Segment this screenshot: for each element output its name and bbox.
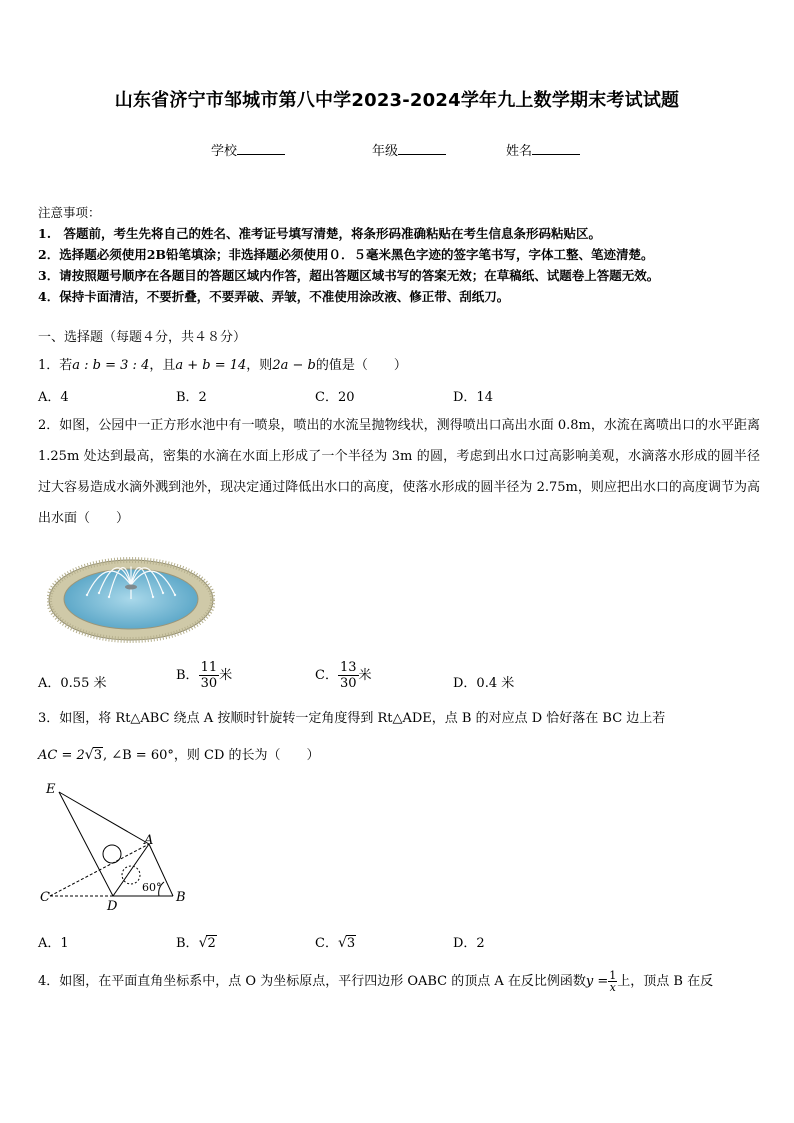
question-3-line-2: AC = 2√3, ∠B = 60°，则 CD 的长为（ ）	[38, 747, 320, 763]
q3-choice-c: C．√3	[315, 935, 356, 951]
q1-ratio: a : b = 3 : 4	[72, 358, 150, 373]
q2-choice-b-unit: 米	[219, 668, 233, 683]
fraction-numerator: 11	[200, 660, 218, 675]
grade-blank	[398, 143, 446, 155]
q1-sum: a + b = 14	[175, 358, 247, 373]
q2-choice-b-label: B．	[176, 668, 199, 683]
q4-function-fraction	[608, 970, 617, 993]
notes-heading: 注意事项：	[38, 205, 101, 220]
q3-choice-c-label: C．	[315, 936, 338, 951]
q3-choice-a: A．1	[38, 936, 69, 951]
fraction-numerator: 13	[339, 660, 357, 675]
q1-choice-b: B．2	[176, 390, 207, 405]
q3-ac-expression: AC = 2	[38, 748, 85, 763]
fraction-numerator: 1	[609, 969, 617, 982]
section-heading: 一、选择题（每题４分，共４８分）	[38, 330, 247, 345]
q2-choice-d: D．0.4 米	[453, 676, 515, 691]
q2-choice-c-label: C．	[315, 668, 338, 683]
q2-choice-c-fraction	[338, 660, 359, 691]
q1-mid: ，且	[149, 358, 176, 373]
q2-choice-c	[315, 660, 372, 691]
q1-mid2: ，则	[246, 358, 273, 373]
q2-choice-a: A．0.55 米	[38, 676, 107, 691]
q1-choice-a: A．4	[38, 390, 69, 405]
q1-expression: 2a − b	[272, 358, 316, 373]
fraction-denominator: 30	[200, 676, 218, 691]
q3-line2-tail: , ∠B = 60°，则 CD 的长为（ ）	[102, 748, 320, 763]
q1-suffix: 的值是（ ）	[315, 358, 407, 373]
vertex-label-c: C	[40, 890, 50, 905]
q4-text-end: 上，顶点 B 在反	[617, 974, 714, 989]
q4-text-start: 4．如图，在平面直角坐标系中，点 O 为坐标原点，平行四边形 OABC 的顶点 A 在反比例函数	[38, 974, 586, 989]
question-2: 2．如图，公园中一正方形水池中有一喷泉，喷出的水流呈抛物线状，测得喷出口高出水面 0.8m，水流在离喷出口的水平距离 1.25m 处达到最高，密集的水滴在水面上形成了一个半径为 3m 的圆，考虑到出水口过高影响美观，水滴落水形成的圆半径过大容易造成水滴外溅到池外，现决定通过降低出水口的高度，使落水形成的圆半径为 2.75m，则应把出水口的高度调节为高出水面（ ）	[38, 418, 760, 526]
fraction-denominator: x	[609, 981, 616, 994]
notes-block	[38, 202, 659, 307]
q3-choice-b-label: B．	[176, 936, 199, 951]
angle-label: 60°	[142, 881, 162, 894]
q1-choice-c: C．20	[315, 390, 355, 405]
q2-choice-c-unit: 米	[358, 668, 372, 683]
note-item: 1. 答题前，考生先将自己的姓名、准考证号填写清楚，将条形码准确粘贴在考生信息条形码粘贴区。	[38, 226, 602, 241]
q3-choice-b-radicand: 2	[207, 936, 216, 951]
triangle-rotation-figure	[38, 778, 198, 914]
q4-function-y: y =	[585, 974, 609, 989]
grade-label: 年级	[372, 144, 399, 159]
vertex-label-a: A	[144, 833, 154, 848]
vertex-label-d: D	[107, 899, 118, 914]
name-field	[506, 140, 580, 159]
fountain-image	[47, 545, 215, 645]
school-field	[211, 140, 285, 159]
name-blank	[532, 143, 580, 155]
fraction-denominator: 30	[339, 676, 357, 691]
q2-choice-b-fraction	[199, 660, 220, 691]
question-1	[38, 354, 407, 373]
name-label: 姓名	[506, 144, 533, 159]
q1-prefix: 1．若	[38, 358, 73, 373]
q3-choice-d: D．2	[453, 936, 485, 951]
q3-choice-b: B．√2	[176, 935, 216, 951]
q3-choice-c-radicand: 3	[346, 936, 356, 951]
vertex-label-b: B	[176, 890, 186, 905]
question-4	[38, 970, 713, 993]
note-item: 3．请按照题号顺序在各题目的答题区域内作答，超出答题区域书写的答案无效；在草稿纸、试题卷上答题无效。	[38, 268, 660, 283]
q1-choice-d: D．14	[453, 390, 493, 405]
grade-field	[372, 140, 446, 159]
school-blank	[237, 143, 285, 155]
q3-sqrt-radicand: 3	[93, 748, 102, 763]
page-title: 山东省济宁市邹城市第八中学2023-2024学年九上数学期末考试试题	[114, 90, 680, 111]
school-label: 学校	[211, 144, 238, 159]
note-item: 2．选择题必须使用2B铅笔填涂；非选择题必须使用０．５毫米黑色字迹的签字笔书写，字体工整、笔迹清楚。	[38, 247, 654, 262]
question-3-line-1: 3．如图，将 Rt△ABC 绕点 A 按顺时针旋转一定角度得到 Rt△ADE，点 B 的对应点 D 恰好落在 BC 边上若	[38, 711, 666, 726]
note-item: 4．保持卡面清洁，不要折叠，不要弄破、弄皱，不准使用涂改液、修正带、刮纸刀。	[38, 289, 510, 304]
vertex-label-e: E	[46, 782, 56, 797]
q2-choice-b	[176, 660, 232, 691]
